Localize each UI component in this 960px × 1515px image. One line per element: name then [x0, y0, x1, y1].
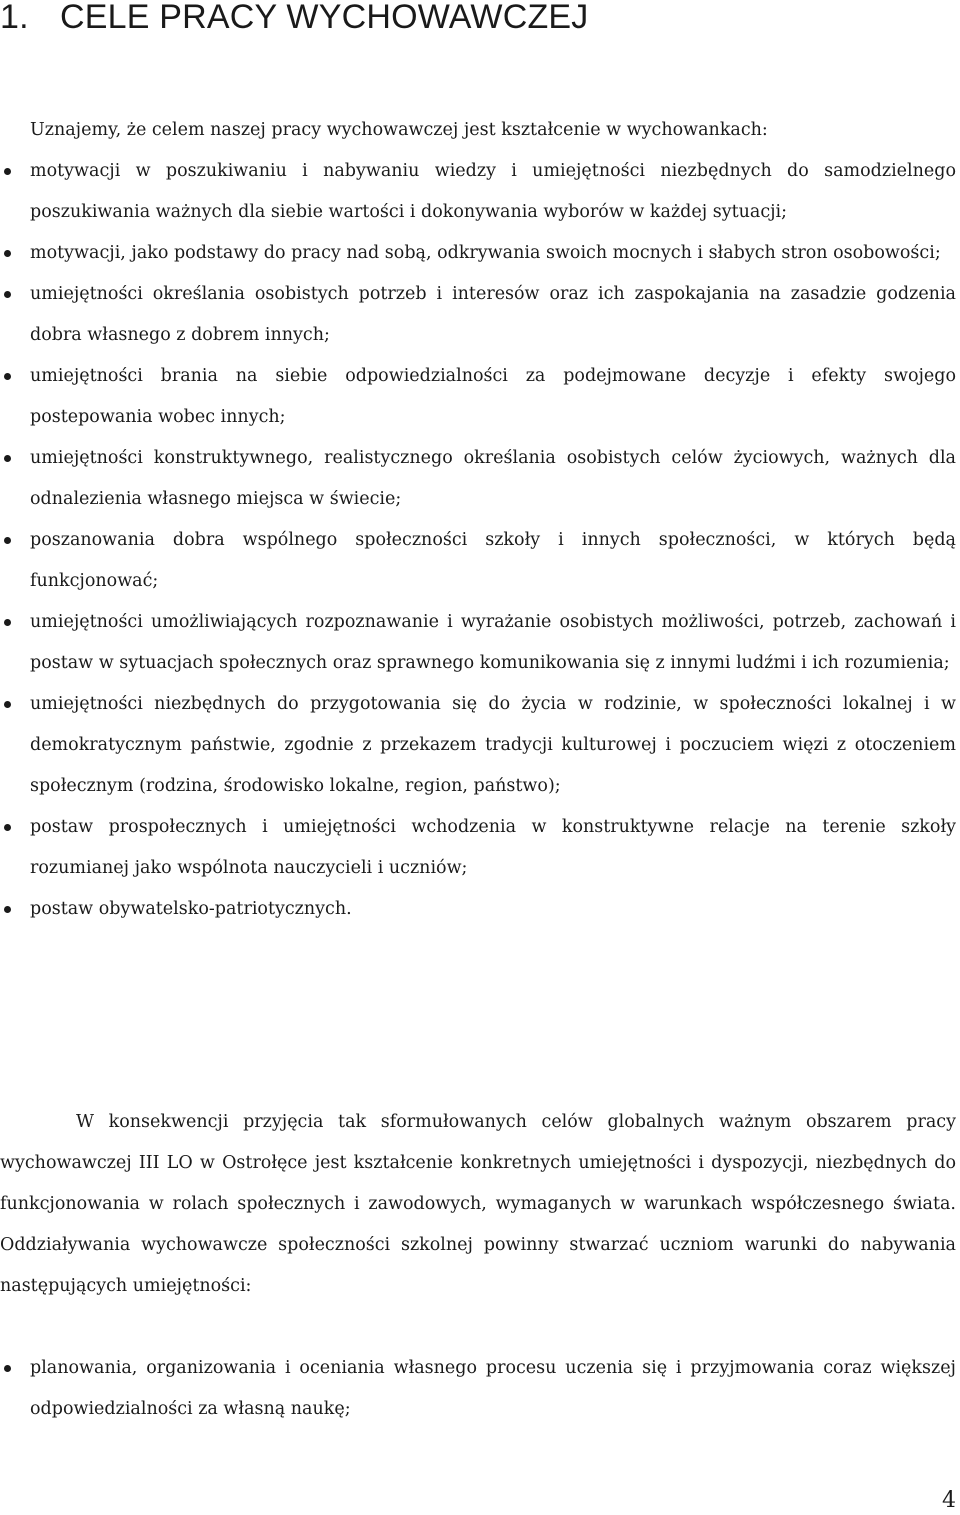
bullet-icon [4, 250, 11, 257]
list-item [0, 1348, 956, 1430]
bullet-icon [4, 701, 11, 708]
section-number: 1. [0, 0, 29, 36]
list-item-text: postaw obywatelsko-patriotycznych. [30, 899, 352, 919]
section-heading [0, 0, 589, 38]
list-item [0, 684, 956, 807]
list-item [0, 151, 956, 233]
list-item-text: umiejętności konstruktywnego, realistycznego określania osobistych celów życiowych, ważnych dla odnalezienia własnego miejsca w świecie; [30, 448, 956, 509]
bullet-icon [4, 824, 11, 831]
bullet-icon [4, 168, 11, 175]
list-item-text: motywacji w poszukiwaniu i nabywaniu wiedzy i umiejętności niezbędnych do samodzielnego poszukiwania ważnych dla siebie wartości i dokonywania wyborów w każdej sytuacji; [30, 161, 956, 222]
list-item-text: planowania, organizowania i oceniania własnego procesu uczenia się i przyjmowania coraz większej odpowiedzialności za własną naukę; [30, 1358, 956, 1419]
list-item-text: umiejętności brania na siebie odpowiedzialności za podejmowane decyzje i efekty swojego postepowania wobec innych; [30, 366, 956, 427]
intro-text: Uznajemy, że celem naszej pracy wychowawczej jest kształcenie w wychowankach: [30, 120, 768, 140]
page-number: 4 [942, 1488, 956, 1513]
bullet-icon [4, 537, 11, 544]
bullet-icon [4, 1365, 11, 1372]
list-item [0, 602, 956, 684]
body-paragraph: W konsekwencji przyjęcia tak sformułowanych celów globalnych ważnym obszarem pracy wychowawczej III LO w Ostrołęce jest kształcenie konkretnych umiejętności i dyspozycji, niezbędnych do funkcjonowania w rolach społecznych i zawodowych, wymaganych w warunkach współczesnego świata. Oddziaływania wychowawcze społeczności szkolnej powinny stwarzać uczniom warunki do nabywania następujących umiejętności: [0, 1112, 956, 1296]
list-item-text: umiejętności określania osobistych potrzeb i interesów oraz ich zaspokajania na zasadzie godzenia dobra własnego z dobrem innych; [30, 284, 956, 345]
list-item-text: postaw prospołecznych i umiejętności wchodzenia w konstruktywne relacje na terenie szkoły rozumianej jako wspólnota nauczycieli i uczniów; [30, 817, 956, 878]
list-item-text: poszanowania dobra wspólnego społeczności szkoły i innych społeczności, w których będą funkcjonować; [30, 530, 956, 591]
goals-list [0, 151, 956, 930]
list-item [0, 438, 956, 520]
bullet-icon [4, 619, 11, 626]
list-item [0, 356, 956, 438]
list-item [0, 274, 956, 356]
bullet-icon [4, 373, 11, 380]
skills-list [0, 1348, 956, 1430]
list-item-text: motywacji, jako podstawy do pracy nad sobą, odkrywania swoich mocnych i słabych stron osobowości; [30, 243, 941, 263]
section-title: CELE PRACY WYCHOWAWCZEJ [60, 0, 589, 36]
bullet-icon [4, 455, 11, 462]
list-item-text: umiejętności niezbędnych do przygotowania się do życia w rodzinie, w społeczności lokalnej i w demokratycznym państwie, zgodnie z przekazem tradycji kulturowej i poczuciem więzi z otoczeniem społecznym (rodzina, środowisko lokalne, region, państwo); [30, 694, 956, 796]
list-item [0, 520, 956, 602]
bullet-icon [4, 291, 11, 298]
list-item-text: umiejętności umożliwiających rozpoznawanie i wyrażanie osobistych możliwości, potrzeb, zachowań i postaw w sytuacjach społecznych oraz sprawnego komunikowania się z innymi ludźmi i ich rozumienia; [30, 612, 956, 673]
bullet-icon [4, 906, 11, 913]
list-item [0, 233, 956, 274]
list-item [0, 807, 956, 889]
list-item [0, 889, 956, 930]
